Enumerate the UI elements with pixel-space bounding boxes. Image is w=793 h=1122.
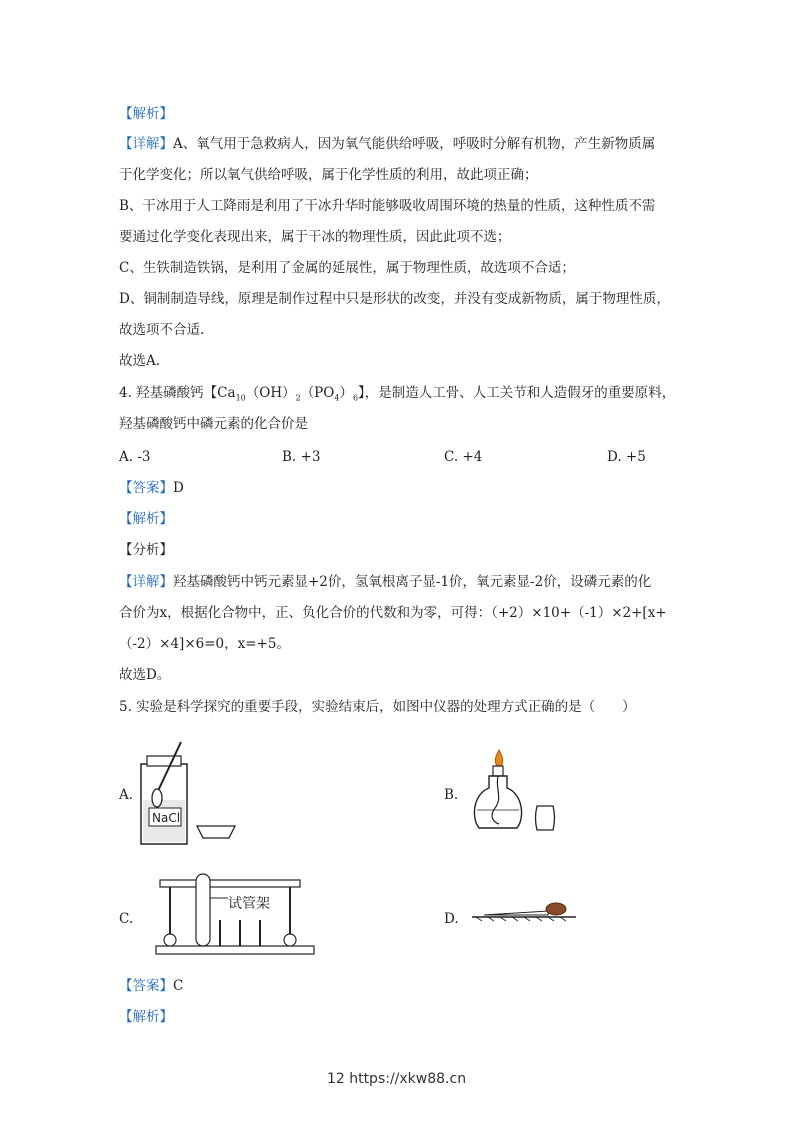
answer-line: [119, 479, 184, 497]
conclusion: 故选D。: [119, 667, 171, 683]
figure-a-label: A.: [119, 787, 134, 803]
analysis-heading: 【解析】: [119, 1009, 173, 1025]
text-line: 于化学变化；所以氧气供给呼吸，属于化学性质的利用，故此项正确；: [119, 167, 538, 183]
answer-line: [119, 977, 183, 995]
text-line: 合价为x，根据化合物中，正、负化合价的代数和为零，可得：（+2）×10+（-1）×2+[x+: [119, 605, 667, 621]
stem-part: ）: [339, 385, 353, 401]
analysis-sub-heading: 【分析】: [119, 542, 173, 558]
detail-tag: 【详解】: [119, 574, 173, 590]
dropper-bulb: [546, 903, 566, 915]
text-line: 要通过化学变化表现出来，属于干冰的物理性质，因此此项不选；: [119, 229, 511, 245]
answer-tag: 【答案】: [119, 978, 173, 994]
question-4-stem-line2: 羟基磷酸钙中磷元素的化合价是: [119, 416, 308, 432]
figure-b-label: B.: [444, 787, 459, 803]
answer-tag: 【答案】: [119, 480, 173, 496]
detail-text: 羟基磷酸钙中钙元素显+2价，氢氧根离子显-1价，氧元素显-2价，设磷元素的化: [173, 574, 652, 590]
figure-d-dropper-on-table: [470, 895, 580, 925]
bottle-neck: [147, 756, 181, 766]
stem-part: 4. 羟基磷酸钙【Ca: [119, 385, 236, 401]
answer-value: C: [173, 978, 184, 994]
stem-part: 】，是制造人工骨、人工关节和人造假牙的重要原料，: [358, 385, 676, 401]
text-line: D、铜制制造导线，原理是制作过程中只是形状的改变，并没有变成新物质，属于物理性质，: [119, 291, 670, 307]
subscript: 6: [352, 393, 359, 403]
subscript: 4: [334, 393, 340, 403]
lamp-cap: [536, 806, 555, 830]
rack-base: [156, 946, 314, 954]
text-line: 故选项不合适.: [119, 322, 205, 338]
answer-value: D: [173, 480, 184, 496]
nacl-label: NaCl: [152, 811, 181, 825]
option-a: A. -3: [119, 449, 151, 465]
page-footer: 12 https://xkw88.cn: [326, 1071, 467, 1087]
option-d: D. +5: [607, 449, 646, 465]
rack-top-bar: [160, 880, 300, 887]
flame-icon: [495, 750, 502, 766]
analysis-heading: 【解析】: [119, 106, 173, 122]
rack-foot-right: [284, 934, 296, 946]
figure-d-label: D.: [444, 911, 459, 927]
conclusion: 故选A.: [119, 353, 161, 369]
stem-part: （OH）: [245, 385, 296, 401]
detail-text: A、氧气用于急救病人，因为氧气能供给呼吸，呼吸时分解有机物，产生新物质属: [173, 136, 656, 152]
figure-c-label: C.: [119, 911, 134, 927]
subscript: 2: [295, 393, 301, 403]
detail-paragraph: [119, 573, 651, 591]
question-5-stem: 5. 实验是科学探究的重要手段，实验结束后，如图中仪器的处理方式正确的是（ ）: [119, 699, 636, 715]
figure-c-test-tube-rack: [150, 870, 320, 958]
detail-paragraph: [119, 135, 655, 153]
rack-label: 试管架: [228, 896, 270, 912]
subscript: 10: [235, 393, 246, 403]
rack-foot-left: [164, 934, 176, 946]
option-c: C. +4: [444, 449, 483, 465]
evaporating-dish: [197, 826, 235, 838]
dropper-tube: [484, 911, 548, 915]
text-line: （-2）×4]×6=0，x=+5。: [119, 636, 290, 652]
option-b: B. +3: [282, 449, 321, 465]
text-line: B、干冰用于人工降雨是利用了干冰升华时能够吸收周围环境的热量的性质，这种性质不需: [119, 198, 656, 214]
analysis-heading: 【解析】: [119, 511, 173, 527]
inverted-test-tube: [196, 874, 210, 946]
question-4-stem: [119, 384, 675, 408]
spoon-bowl: [152, 789, 162, 807]
detail-tag: 【详解】: [119, 136, 173, 152]
figure-b-alcohol-lamp: [465, 748, 565, 838]
text-line: C、生铁制造铁锅，是利用了金属的延展性，属于物理性质，故选项不合适；: [119, 260, 575, 276]
lamp-wick-holder: [493, 766, 503, 776]
figure-a-reagent-bottle: [135, 738, 245, 848]
stem-part: （PO: [300, 385, 335, 401]
